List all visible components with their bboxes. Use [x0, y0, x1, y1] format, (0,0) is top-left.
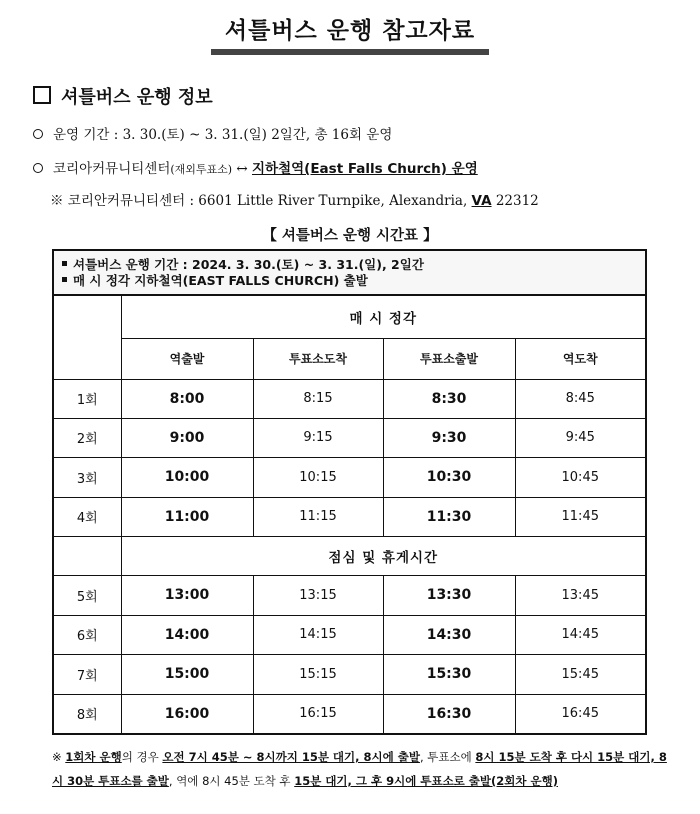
time-cell: 15:45: [515, 654, 645, 694]
info-period: [33, 123, 392, 143]
run-label: 4회: [54, 497, 121, 536]
time-cell: 15:00: [121, 654, 253, 694]
table-row: [54, 694, 645, 733]
info-period-text: 운영 기간 : 3. 30.(토) ~ 3. 31.(일) 2일간, 총 16회 운영: [53, 127, 393, 143]
route-to: 지하철역(East Falls Church) 운영: [252, 161, 478, 177]
square-bullet-icon: [62, 277, 67, 282]
time-cell: 14:00: [121, 615, 253, 654]
time-cell: 16:00: [121, 694, 253, 733]
note-text: 셔틀버스 운행 기간 : 2024. 3. 30.(토) ~ 3. 31.(일), 2일간: [73, 257, 424, 272]
col-station-arrive: 역도착: [515, 338, 645, 379]
note-line: [62, 257, 637, 273]
route-arrow: ↔: [236, 161, 248, 177]
info-address: [50, 189, 539, 209]
route-from: 코리아커뮤니티센터: [53, 161, 171, 177]
circle-bullet-icon: [33, 129, 43, 139]
footnote-text: , 투표소에: [419, 750, 476, 764]
time-cell: 11:45: [515, 497, 645, 536]
table-row: [54, 457, 645, 497]
footnote-wait2: 8시 15분 도착 후 다시 15분 대기, 8시 30분 투표소를 출발: [52, 750, 667, 788]
time-cell: 10:15: [253, 457, 383, 497]
note-text: 매 시 정각 지하철역(EAST FALLS CHURCH) 출발: [73, 273, 368, 288]
col-poll-depart: 투표소출발: [383, 338, 515, 379]
route-from-note: (재외투표소): [170, 163, 233, 176]
column-header-row: [54, 338, 645, 379]
table-row: [54, 654, 645, 694]
table-row: [54, 497, 645, 536]
time-cell: 8:30: [383, 379, 515, 418]
time-cell: 11:15: [253, 497, 383, 536]
time-cell: 9:15: [253, 418, 383, 457]
time-cell: 8:15: [253, 379, 383, 418]
header-blank: [54, 296, 121, 379]
lunch-row: [54, 536, 645, 575]
info-route: [33, 157, 478, 177]
time-cell: 16:15: [253, 694, 383, 733]
address-state: VA: [471, 193, 492, 209]
table-row: [54, 615, 645, 654]
square-bullet-icon: [62, 261, 67, 266]
time-cell: 8:00: [121, 379, 253, 418]
run-label: 5회: [54, 575, 121, 615]
time-cell: 16:45: [515, 694, 645, 733]
circle-bullet-icon: [33, 163, 43, 173]
time-cell: 9:00: [121, 418, 253, 457]
footnote-mark: ※: [52, 750, 62, 764]
run-label: 7회: [54, 654, 121, 694]
schedule-table: [54, 296, 645, 733]
footnote-text: 의 경우: [121, 750, 163, 764]
reference-mark: ※: [50, 193, 64, 209]
time-cell: 14:45: [515, 615, 645, 654]
time-cell: 13:00: [121, 575, 253, 615]
footnote-wait3: 15분 대기, 그 후 9시에 투표소로 출발(2회차 운행): [294, 774, 558, 788]
lunch-break-label: 점심 및 휴게시간: [121, 536, 645, 575]
timetable: [52, 249, 647, 735]
time-cell: 15:15: [253, 654, 383, 694]
time-cell: 10:45: [515, 457, 645, 497]
time-cell: 8:45: [515, 379, 645, 418]
run-label: 6회: [54, 615, 121, 654]
footnote-text: , 역에 8시 45분 도착 후: [168, 774, 295, 788]
title-wrap: [0, 12, 700, 55]
time-cell: 11:00: [121, 497, 253, 536]
col-station-depart: 역출발: [121, 338, 253, 379]
address-zip: 22312: [495, 193, 539, 209]
footnote-run1: 1회차 운행: [65, 750, 122, 764]
footnote-wait1: 오전 7시 45분 ~ 8시까지 15분 대기, 8시에 출발: [162, 750, 420, 764]
time-cell: 10:00: [121, 457, 253, 497]
address-prefix: 코리안커뮤니티센터 : 6601 Little River Turnpike, Alexandria,: [67, 193, 468, 209]
run-label: 1회: [54, 379, 121, 418]
section-heading: [33, 83, 213, 109]
table-row: [54, 418, 645, 457]
time-cell: 13:30: [383, 575, 515, 615]
header-every-hour: 매 시 정각: [121, 296, 645, 338]
footnote: [52, 745, 667, 793]
timetable-title: 【 셔틀버스 운행 시간표 】: [262, 228, 438, 244]
run-label: 2회: [54, 418, 121, 457]
table-row: [54, 575, 645, 615]
header-row: [54, 296, 645, 338]
time-cell: 9:30: [383, 418, 515, 457]
lunch-blank: [54, 536, 121, 575]
run-label: 3회: [54, 457, 121, 497]
col-poll-arrive: 투표소도착: [253, 338, 383, 379]
note-line: [62, 273, 637, 289]
time-cell: 16:30: [383, 694, 515, 733]
table-row: [54, 379, 645, 418]
time-cell: 13:45: [515, 575, 645, 615]
time-cell: 9:45: [515, 418, 645, 457]
timetable-notes: [54, 251, 645, 296]
time-cell: 14:15: [253, 615, 383, 654]
checkbox-square-icon: [33, 86, 51, 104]
time-cell: 11:30: [383, 497, 515, 536]
time-cell: 13:15: [253, 575, 383, 615]
section-heading-text: 셔틀버스 운행 정보: [61, 87, 213, 108]
page-title: 셔틀버스 운행 참고자료: [211, 12, 489, 55]
time-cell: 14:30: [383, 615, 515, 654]
time-cell: 15:30: [383, 654, 515, 694]
time-cell: 10:30: [383, 457, 515, 497]
run-label: 8회: [54, 694, 121, 733]
